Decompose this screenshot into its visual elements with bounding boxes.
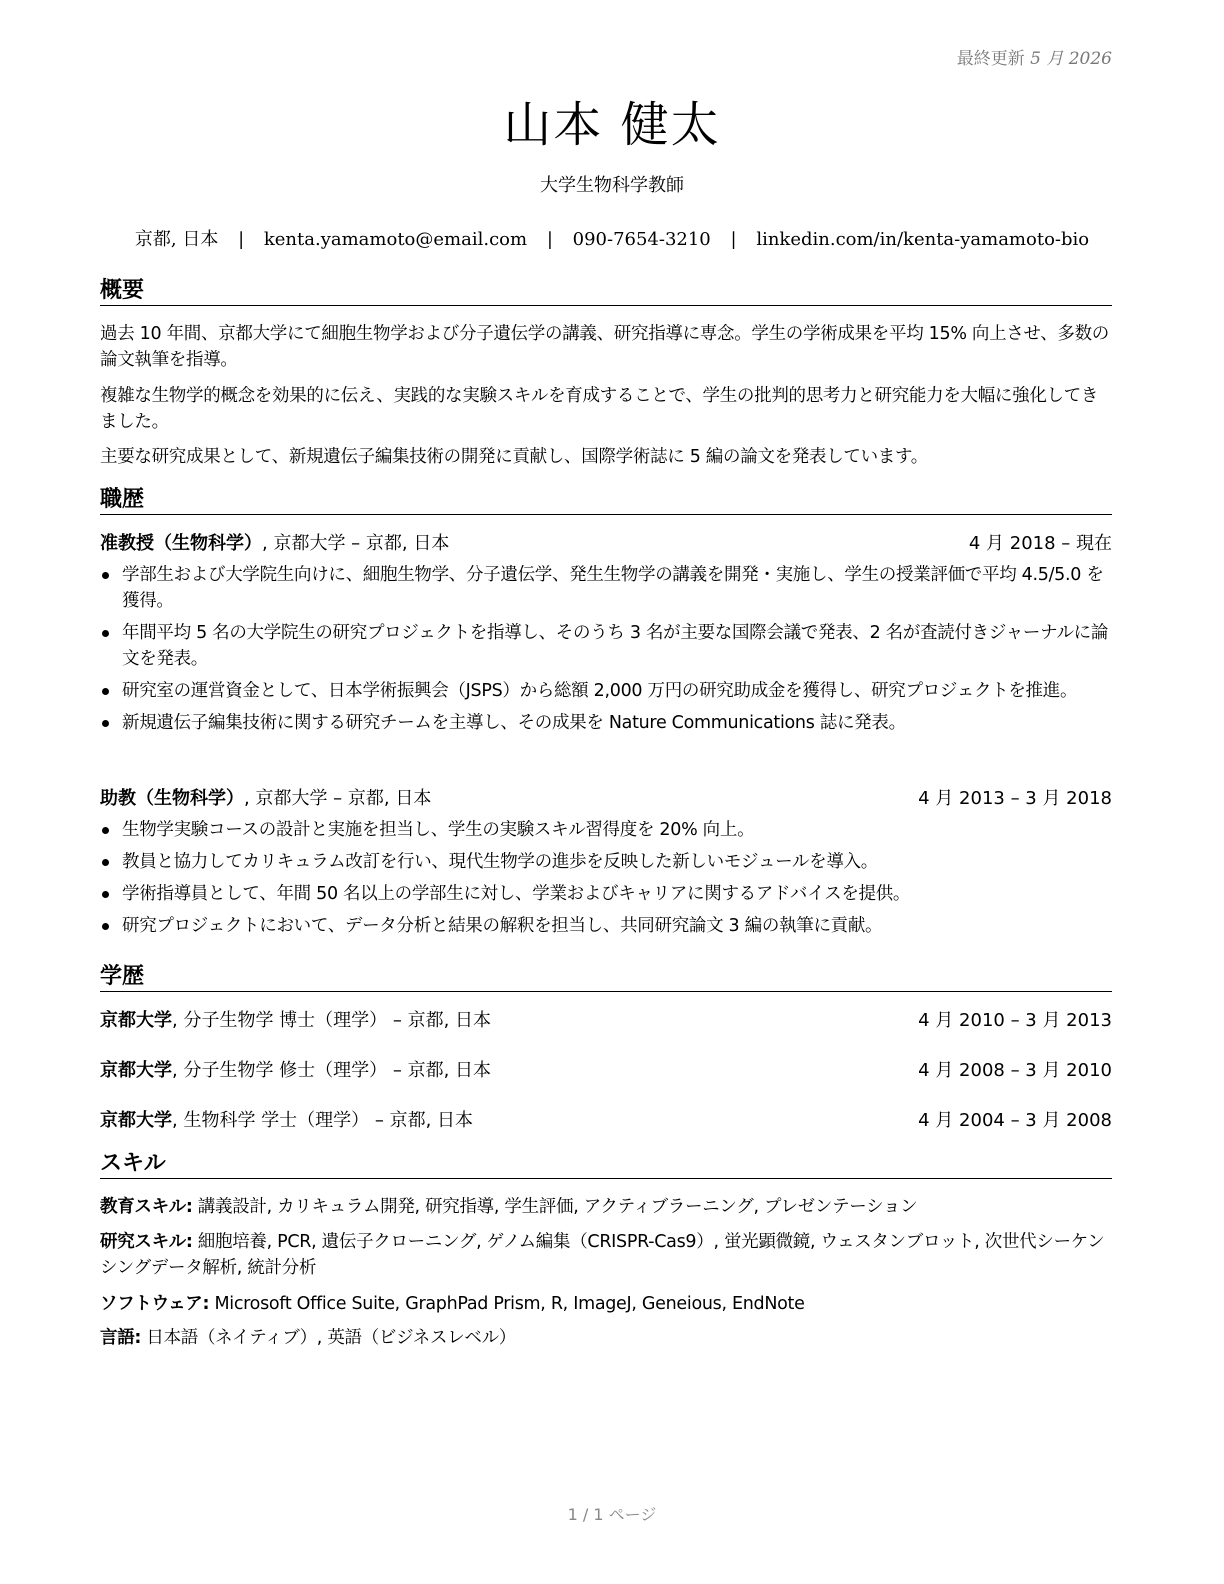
education-row: [100, 1008, 1112, 1034]
list-item: 研究室の運営資金として、日本学術振興会（JSPS）から総額 2,000 万円の研究助成金を獲得し、研究プロジェクトを推進。: [100, 678, 1112, 704]
job-role: 准教授（生物科学）: [100, 533, 262, 554]
education-detail: , 分子生物学 博士（理学） – 京都, 日本: [172, 1010, 492, 1031]
education-school: 京都大学: [100, 1110, 172, 1131]
contact-email[interactable]: kenta.yamamoto@email.com: [263, 229, 528, 250]
list-item: 年間平均 5 名の大学院生の研究プロジェクトを指導し、そのうち 3 名が主要な国際会議で発表、2 名が査読付きジャーナルに論文を発表。: [100, 620, 1112, 672]
skill-value: 日本語（ネイティブ）, 英語（ビジネスレベル）: [141, 1328, 516, 1348]
education-detail: , 分子生物学 修士（理学） – 京都, 日本: [172, 1060, 492, 1081]
education-row: [100, 1058, 1112, 1084]
skill-line: [100, 1291, 1112, 1317]
skill-line: [100, 1194, 1112, 1220]
person-name: 山本 健太: [503, 97, 721, 153]
job-bullets: [100, 562, 1112, 742]
contact-separator: |: [238, 229, 245, 250]
summary-paragraph: 複雑な生物学的概念を効果的に伝え、実践的な実験スキルを育成することで、学生の批判的思考力と研究能力を大幅に強化してきました。: [100, 386, 1099, 432]
education-date: 4 月 2004 – 3 月 2008: [918, 1110, 1112, 1131]
list-item: 学術指導員として、年間 50 名以上の学部生に対し、学業およびキャリアに関するアドバイスを提供。: [100, 881, 1112, 907]
job-date: 4 月 2018 – 現在: [968, 533, 1112, 554]
last-updated-date: 5 月 2026: [1030, 49, 1112, 69]
last-updated-label: 最終更新: [956, 49, 1025, 69]
contact-line: [0, 225, 1224, 251]
list-item: 生物学実験コースの設計と実施を担当し、学生の実験スキル習得度を 20% 向上。: [100, 817, 1112, 843]
job-title: 大学生物科学教師: [540, 175, 684, 196]
skill-line: [100, 1325, 1112, 1351]
contact-phone[interactable]: 090-7654-3210: [572, 229, 711, 250]
section-heading-education: 学歴: [100, 964, 1112, 992]
list-item: 学部生および大学院生向けに、細胞生物学、分子遺伝学、発生生物学の講義を開発・実施し、学生の授業評価で平均 4.5/5.0 を獲得。: [100, 562, 1112, 614]
skill-value: 細胞培養, PCR, 遺伝子クローニング, ゲノム編集（CRISPR-Cas9）, 蛍光顕微鏡, ウェスタンブロット, 次世代シーケンシングデータ解析, 統計分析: [100, 1232, 1105, 1278]
section-heading-skills: スキル: [100, 1151, 1112, 1179]
skill-label: 教育スキル:: [100, 1197, 193, 1217]
list-item: 研究プロジェクトにおいて、データ分析と結果の解釈を担当し、共同研究論文 3 編の執筆に貢献。: [100, 913, 1112, 939]
contact-separator: |: [730, 229, 737, 250]
summary-paragraph: 過去 10 年間、京都大学にて細胞生物学および分子遺伝学の講義、研究指導に専念。学生の学術成果を平均 15% 向上させ、多数の論文執筆を指導。: [100, 324, 1109, 370]
education-school: 京都大学: [100, 1010, 172, 1031]
section-heading-summary: 概要: [100, 278, 1112, 306]
contact-separator: |: [546, 229, 553, 250]
job-org: , 京都大学 – 京都, 日本: [244, 788, 432, 809]
skill-label: 言語:: [100, 1328, 142, 1348]
education-row: [100, 1108, 1112, 1134]
skill-label: 研究スキル:: [100, 1232, 193, 1252]
list-item: 新規遺伝子編集技術に関する研究チームを主導し、その成果を Nature Communications 誌に発表。: [100, 710, 1112, 736]
skill-value: Microsoft Office Suite, GraphPad Prism, R, ImageJ, Geneious, EndNote: [209, 1294, 805, 1314]
skill-label: ソフトウェア:: [100, 1294, 210, 1314]
summary-paragraph: 主要な研究成果として、新規遺伝子編集技術の開発に貢献し、国際学術誌に 5 編の論文を発表しています。: [100, 447, 929, 467]
skill-line: [100, 1229, 1112, 1281]
job-bullets: [100, 817, 1112, 945]
section-heading-experience: 職歴: [100, 487, 1112, 515]
education-detail: , 生物科学 学士（理学） – 京都, 日本: [172, 1110, 474, 1131]
last-updated: [957, 44, 1112, 69]
job-org: , 京都大学 – 京都, 日本: [262, 533, 450, 554]
contact-location: 京都, 日本: [134, 229, 219, 250]
job-header: [100, 786, 1112, 812]
job-header: [100, 531, 1112, 557]
education-date: 4 月 2008 – 3 月 2010: [918, 1060, 1112, 1081]
page-number: 1 / 1 ページ: [567, 1505, 657, 1524]
education-school: 京都大学: [100, 1060, 172, 1081]
education-date: 4 月 2010 – 3 月 2013: [918, 1010, 1112, 1031]
contact-linkedin[interactable]: linkedin.com/in/kenta-yamamoto-bio: [756, 229, 1090, 250]
job-date: 4 月 2013 – 3 月 2018: [918, 788, 1112, 809]
job-role: 助教（生物科学）: [100, 788, 244, 809]
skill-value: 講義設計, カリキュラム開発, 研究指導, 学生評価, アクティブラーニング, プレゼンテーション: [192, 1197, 918, 1217]
list-item: 教員と協力してカリキュラム改訂を行い、現代生物学の進歩を反映した新しいモジュールを導入。: [100, 849, 1112, 875]
